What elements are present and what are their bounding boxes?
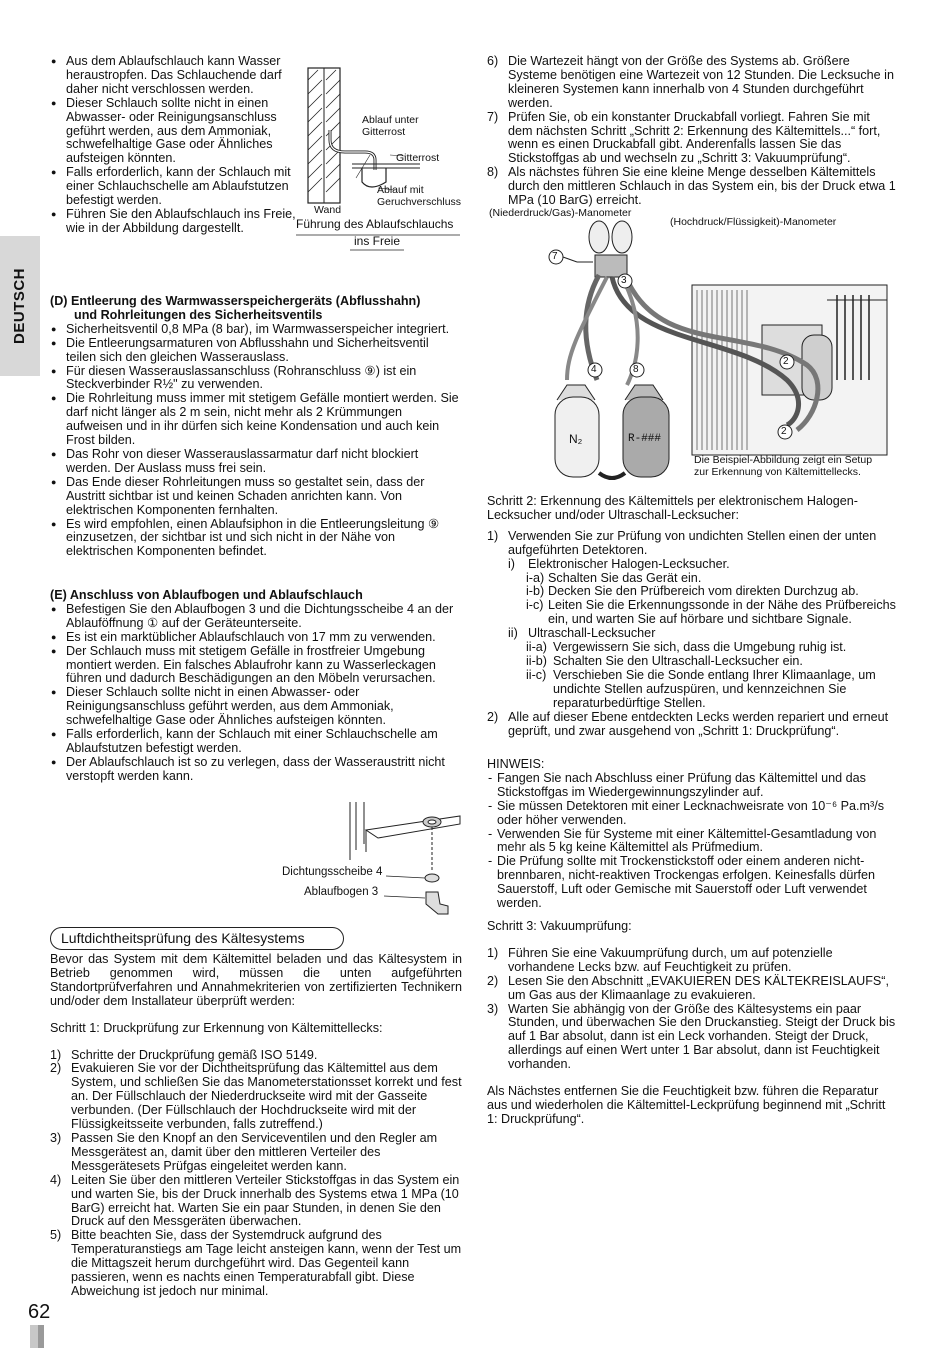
list-item <box>50 1229 462 1299</box>
sub-sub-item <box>526 585 897 599</box>
step2-title: Schritt 2: Erkennung des Kältemittels per elektronischem Halogen-Lecksucher und/oder Ultraschall-Lecksucher: <box>487 494 858 522</box>
item-text: Verwenden Sie zur Prüfung von undichten Stellen einen der unten aufgeführten Detektoren. <box>508 528 877 557</box>
item-text: Schritte der Druckprüfung gemäß ISO 5149. <box>71 1047 318 1062</box>
list-item: ● Es ist ein marktüblicher Ablaufschlauch von 17 mm zu verwenden. <box>50 631 462 645</box>
item-number: 3) <box>50 1130 62 1145</box>
step3-section <box>487 920 897 1127</box>
list-item <box>50 1049 462 1063</box>
label-high-pressure-gauge: (Hochdruck/Flüssigkeit)-Manometer <box>670 216 837 228</box>
item-number: 7) <box>487 109 499 124</box>
section-d-heading-2: und Rohrleitungen des Sicherheitsventils <box>74 307 323 322</box>
list-item: ● Der Ablaufschlauch ist so zu verlegen, dass der Wasseraustritt nicht verstopft werden kann. <box>50 756 462 784</box>
sub-sub-item <box>526 572 897 586</box>
figure-caption-line1: Führung des Ablaufschlauchs <box>296 217 454 231</box>
list-item <box>487 166 897 208</box>
list-item <box>487 975 897 1003</box>
drain-elbow-drawing <box>280 800 470 920</box>
figure-caption-line2: ins Freie <box>354 234 401 248</box>
list-item: - Die Prüfung sollte mit Trockenstickstoff oder einem anderen nicht-brennbaren, nicht-reaktiven Trockengas erfolgen. Keinesfalls dürfen Sauerstoff, Luft oder Gemische mit Sauerstoff oder Luft verwendet werden. <box>487 855 897 911</box>
list-item: - Verwenden Sie für Systeme mit einer Kältemittel-Gesamtladung von mehr als 5 kg keine Kältemittel als Prüfmedium. <box>487 828 897 856</box>
item-number: 2) <box>487 973 499 988</box>
list-item: ● Die Rohrleitung muss immer mit stetigem Gefälle montiert werden. Sie darf nicht länger als 2 m sein, nicht mehr als 2 Krümmungen aufweisen und in ihr dürfen sich keine Kondensation und auch kein Frost bilden. <box>50 392 462 448</box>
item-text: Die Wartezeit hängt von der Größe des Systems ab. Größere Systeme benötigen eine Wartezeit von 12 Stunden. Die Lecksuche in kleineren Systemen kann innerhalb von 4 Stunden durchgeführt werden. <box>508 54 894 110</box>
list-item <box>50 1174 462 1230</box>
sub-sub-number: ii-a) <box>526 640 547 655</box>
item-number: 6) <box>487 54 499 68</box>
list-item <box>487 947 897 975</box>
sub-sub-number: i-b) <box>526 584 545 599</box>
item-text: Lesen Sie den Abschnitt „EVAKUIEREN DES KÄLTEKREISLAUFS“, um Gas aus der Klimaanlage zu evakuieren. <box>508 973 890 1002</box>
sub-sub-text: Leiten Sie die Erkennungssonde in der Nähe des Prüfbereichs ein, und warten Sie auf hörbare und sichtbare Signale. <box>548 598 896 627</box>
sub-item-ii <box>508 627 897 710</box>
list-item <box>487 55 897 111</box>
callout-2b: 2 <box>781 426 787 437</box>
language-tab-label: DEUTSCH <box>11 267 29 345</box>
list-item: ● Es wird empfohlen, einen Ablaufsiphon in die Entleerungsleitung ⑨ einzusetzen, der sichtbar ist und sich nicht in der Nähe von elektrischen Komponenten befindet. <box>50 518 462 560</box>
callout-3: 3 <box>621 275 627 286</box>
section-d-heading: (D) Entleerung des Warmwasserspeichergeräts (Abflusshahn) <box>50 294 421 308</box>
item-number: 5) <box>50 1228 62 1243</box>
label-gasket: Dichtungsscheibe 4 <box>282 866 383 878</box>
sub-sub-text: Verschieben Sie die Sonde entlang Ihrer Klimaanlage, um undichte Stellen aufzuspüren, und kennzeichnen Sie reparaturbedürftige Stellen. <box>553 667 876 710</box>
item-number: 1) <box>487 945 499 960</box>
sub-sub-item <box>526 641 897 655</box>
item-number: 2) <box>50 1061 62 1076</box>
list-item: ● Falls erforderlich, kann der Schlauch mit einer Schlauchschelle am Ablaufstutzen befestigt werden. <box>50 728 462 756</box>
list-item: - Sie müssen Detektoren mit einer Lecknachweisrate von 10⁻⁶ Pa.m³/s oder höher verwenden. <box>487 800 897 828</box>
page-marker-bar-dark <box>38 1325 44 1348</box>
drain-intro-section <box>50 55 300 236</box>
leak-setup-drawing <box>487 205 897 485</box>
item-text: Evakuieren Sie vor der Dichtheitsprüfung das Kältemittel aus dem System, und schließen Sie das Manometerstationsset korrekt und fest an. Der Füllschlauch der Niederdruckseite wird mit der Gasseite verbunden. (Der Füllschlauch der Hochdruckseite wird mit der Flüssigkeitsseite verbunden, falls zutreffend.) <box>71 1061 462 1132</box>
callout-2a: 2 <box>783 356 789 367</box>
list-item: ● Die Entleerungsarmaturen von Abflusshahn und Sicherheitsventil teilen sich den gleichen Wasserauslass. <box>50 337 462 365</box>
sub-sub-item <box>526 669 897 711</box>
label-wall: Wand <box>314 204 342 216</box>
item-text: Leiten Sie über den mittleren Verteiler Stickstoffgas in das System ein und warten Sie, bis der Druck innerhalb des Systems etwa 1 MPa (10 BarG) erreicht hat. Warten Sie ein paar Stunden, in denen Sie den Druck auf den Messgeräten überwachen. <box>71 1172 460 1229</box>
sub-item-i <box>508 558 897 628</box>
item-text: Warten Sie abhängig von der Größe des Kältesystems ein paar Stunden, und überwachen Sie den Druckanstieg. Steigt der Druck bis auf 1 Bar absolut, dann ist ein Leck vorhanden. Steigt der Druck, allerdings auf einen Wert unter 1 Bar absolut, dann ist Feuchtigkeit vorhanden. <box>508 1001 896 1072</box>
leak-setup-figure <box>487 205 897 485</box>
section-e <box>50 589 462 784</box>
leak-test-intro: Bevor das System mit dem Kältemittel beladen und das Kältesystem in Betrieb genommen wird, müssen die unten aufgeführten Standortprüfverfahren und Annahmekriterien von zertifizierten Technikern und/oder dem Installateur überprüft werden: <box>50 952 462 1008</box>
sub-sub-text: Vergewissern Sie sich, dass die Umgebung ruhig ist. <box>553 640 847 655</box>
sub-sub-number: i-a) <box>526 570 545 585</box>
item-text: Bitte beachten Sie, dass der Systemdruck aufgrund des Temperaturanstiegs am Tage leicht ansteigen kann, wenn der Test um die Mittagszeit herum durchgeführt wird. Das Gegenteil kann passieren, wenn es nachts einen Temperaturabfall gibt. Diese Abweichung ist jedoch nur minimal. <box>71 1228 462 1298</box>
drain-routing-figure <box>290 60 470 255</box>
label-elbow: Ablaufbogen 3 <box>304 886 379 898</box>
leak-test-title: Luftdichtheitsprüfung des Kältesystems <box>50 927 344 950</box>
item-text: Passen Sie den Knopf an den Serviceventilen und den Regler am Messgerätest an, damit über den mittleren Verteiler des Messgerätesets Prüfgas eingeleitet werden kann. <box>71 1130 438 1173</box>
step2-section <box>487 495 897 738</box>
item-text: Prüfen Sie, ob ein konstanter Druckabfall vorliegt. Fahren Sie mit dem nächsten Schritt „Schritt 2: Erkennung des Kältemittels...“ fort, wenn es einen Druckabfall gibt. Anderenfalls lassen Sie das Stickstoffgas ab und wechseln zu „Schritt 3: Vakuumprüfung“. <box>508 109 881 166</box>
step3-closing: Als Nächstes entfernen Sie die Feuchtigkeit bzw. führen die Reparatur aus und wiederholen die Kältemittel-Leckprüfung beginnend mit „Schritt 1: Druckprüfung“. <box>487 1084 886 1126</box>
sub-sub-text: Schalten Sie das Gerät ein. <box>548 570 702 585</box>
step1-title: Schritt 1: Druckprüfung zur Erkennung von Kältemittellecks: <box>50 1020 383 1035</box>
note-section <box>487 758 897 911</box>
sub-item-number: ii) <box>508 626 518 641</box>
cylinder-refrigerant-label: R-### <box>628 433 662 445</box>
list-item: ● Für diesen Wasserauslassanschluss (Rohranschluss ⑨) ist ein Steckverbinder R½" zu verwenden. <box>50 365 462 393</box>
list-item: ● Der Schlauch muss mit stetigem Gefälle in frostfreier Umgebung montiert werden. Ein falsches Ablaufrohr kann zu Wasserleckagen führen und dadurch Beschädigungen an den Möbeln verursachen. <box>50 645 462 687</box>
label-low-pressure-gauge: (Niederdruck/Gas)-Manometer <box>489 207 632 219</box>
drain-elbow-figure <box>280 800 470 920</box>
sub-sub-number: i-c) <box>526 598 544 613</box>
list-item: - Fangen Sie nach Abschluss einer Prüfung das Kältemittel und das Stickstoffgas im Wiedergewinnungszylinder auf. <box>487 772 897 800</box>
step3-title: Schritt 3: Vakuumprüfung: <box>487 919 632 933</box>
list-item: ● Falls erforderlich, kann der Schlauch mit einer Schlauchschelle am Ablaufstutzen befestigt werden. <box>50 166 300 208</box>
item-text: Als nächstes führen Sie eine kleine Menge desselben Kältemittels durch den mittleren Schlauch in das System ein, bis der Druck etwa 1 MPa (10 BarG) erreicht. <box>508 165 896 208</box>
list-item <box>487 111 897 167</box>
item-text: Alle auf dieser Ebene entdeckten Lecks werden repariert und erneut geprüft, und zwar ausgehend von „Schritt 1: Druckprüfung“. <box>508 709 889 738</box>
item-number: 8) <box>487 165 499 180</box>
item-number: 3) <box>487 1001 499 1016</box>
language-tab <box>0 236 40 376</box>
label-trap: Ablauf mit Geruchverschluss <box>377 184 462 208</box>
list-item: ● Befestigen Sie den Ablaufbogen 3 und die Dichtungsscheibe 4 an der Ablauföffnung ① auf der Geräteunterseite. <box>50 603 462 631</box>
item-number: 2) <box>487 709 499 724</box>
list-item <box>50 1062 462 1132</box>
item-number: 4) <box>50 1172 62 1187</box>
sub-sub-text: Schalten Sie den Ultraschall-Lecksucher ein. <box>553 653 803 668</box>
callout-4: 4 <box>591 364 597 375</box>
sub-sub-number: ii-c) <box>526 667 547 682</box>
sub-item-number: i) <box>508 556 515 571</box>
list-item: ● Das Rohr von dieser Wasserauslassarmatur darf nicht blockiert werden. Der Auslass muss frei sein. <box>50 448 462 476</box>
sub-sub-item <box>526 655 897 669</box>
list-item <box>50 1132 462 1174</box>
list-item: ● Dieser Schlauch sollte nicht in einen Abwasser- oder Reinigungsanschluss geführt werden, aus dem Ammoniak, schwefelhaltige Gase oder Ähnliches aufsteigen könnten. <box>50 97 300 167</box>
leak-test-section <box>50 953 462 1299</box>
label-drain-under-grate: Ablauf unter Gitterrost <box>362 114 419 138</box>
figure-caption-line1: Die Beispiel-Abbildung zeigt ein Setup <box>694 454 873 466</box>
page-number: 62 <box>28 1301 51 1323</box>
step1-continued <box>487 55 897 208</box>
sub-sub-number: ii-b) <box>526 653 547 668</box>
list-item <box>487 1003 897 1073</box>
list-item: ● Sicherheitsventil 0,8 MPa (8 bar), im Warmwasserspeicher integriert. <box>50 323 462 337</box>
cylinder-n2-label: N₂ <box>569 432 583 446</box>
callout-7: 7 <box>552 251 558 262</box>
callout-8: 8 <box>633 364 639 375</box>
list-item: ● Aus dem Ablaufschlauch kann Wasser heraustropfen. Das Schlauchende darf daher nicht verschlossen werden. <box>50 55 300 97</box>
item-text: Führen Sie eine Vakuumprüfung durch, um auf potenzielle vorhandene Lecks bzw. auf Feuchtigkeit zu prüfen. <box>508 945 833 974</box>
figure-caption-line2: zur Erkennung von Kältemittellecks. <box>694 466 861 478</box>
sub-sub-text: Decken Sie den Prüfbereich vom direkten Durchzug ab. <box>548 584 859 599</box>
item-number: 1) <box>487 528 499 543</box>
item-number: 1) <box>50 1047 62 1062</box>
list-item: ● Führen Sie den Ablaufschlauch ins Freie, wie in der Abbildung dargestellt. <box>50 208 300 236</box>
note-title: HINWEIS: <box>487 757 545 771</box>
list-item: ● Dieser Schlauch sollte nicht in einen Abwasser- oder Reinigungsanschluss geführt werden, aus dem Ammoniak, schwefelhaltige Gase oder Ähnliches aufsteigen könnten. <box>50 686 462 728</box>
sub-item-text: Elektronischer Halogen-Lecksucher. <box>528 556 730 571</box>
section-e-heading: (E) Anschluss von Ablaufbogen und Ablaufschlauch <box>50 588 363 602</box>
list-item: ● Das Ende dieser Rohrleitungen muss so gestaltet sein, dass der Austritt sichtbar ist und keinen Schaden anrichten kann. Von elektrischen Komponenten fernhalten. <box>50 476 462 518</box>
list-item <box>487 530 897 711</box>
label-grate: Gitterrost <box>396 152 440 164</box>
section-d <box>50 295 462 559</box>
sub-item-text: Ultraschall-Lecksucher <box>528 626 656 641</box>
list-item <box>487 711 897 739</box>
sub-sub-item <box>526 599 897 627</box>
